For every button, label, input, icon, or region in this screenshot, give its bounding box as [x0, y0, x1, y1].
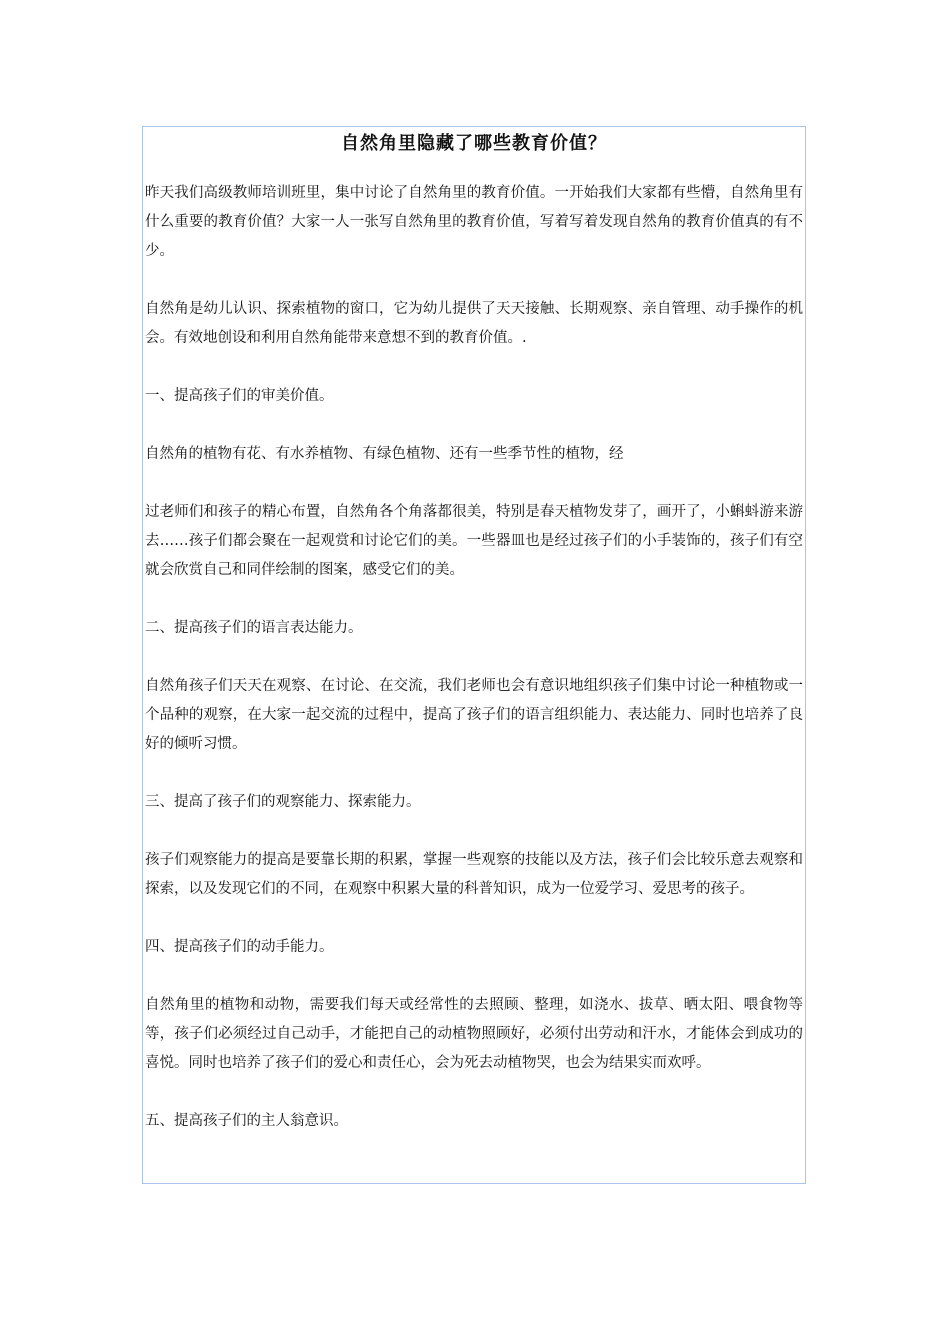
paragraph-language: 自然角孩子们天天在观察、在讨论、在交流，我们老师也会有意识地组织孩子们集中讨论一种植物或一个品种的观察，在大家一起交流的过程中，提高了孩子们的语言组织能力、表达能力、同时也培养了良好的倾听习惯。 [145, 678, 803, 752]
section-heading-ownership: 五、提高孩子们的主人翁意识。 [145, 1113, 348, 1129]
paragraph-hands-on: 自然角里的植物和动物，需要我们每天或经常性的去照顾、整理，如浇水、拔草、晒太阳、喂食物等等，孩子们必须经过自己动手，才能把自己的动植物照顾好，必须付出劳动和汗水，才能体会到成功的喜悦。同时也培养了孩子们的爱心和责任心，会为死去动植物哭，也会为结果实而欢呼。 [145, 997, 803, 1071]
document-frame [142, 126, 806, 1184]
document-body [145, 179, 803, 1136]
section-heading-language: 二、提高孩子们的语言表达能力。 [145, 620, 363, 636]
document-title: 自然角里隐藏了哪些教育价值？ [341, 133, 607, 154]
paragraph-observation: 孩子们观察能力的提高是要靠长期的积累，掌握一些观察的技能以及方法，孩子们会比较乐意去观察和探索，以及发现它们的不同，在观察中积累大量的科普知识，成为一位爱学习、爱思考的孩子。 [145, 852, 803, 897]
section-heading-observation: 三、提高了孩子们的观察能力、探索能力。 [145, 794, 421, 810]
paragraph-aesthetic-2: 过老师们和孩子的精心布置，自然角各个角落都很美，特别是春天植物发芽了，画开了，小蝌蚪游来游去……孩子们都会聚在一起观赏和讨论它们的美。一些器皿也是经过孩子们的小手装饰的，孩子们有空就会欣赏自己和同伴绘制的图案，感受它们的美。 [145, 504, 803, 578]
paragraph-intro: 昨天我们高级教师培训班里，集中讨论了自然角里的教育价值。一开始我们大家都有些懵，自然角里有什么重要的教育价值？大家一人一张写自然角里的教育价值，写着写着发现自然角的教育价值真的有不少。 [145, 185, 803, 259]
section-heading-aesthetic: 一、提高孩子们的审美价值。 [145, 388, 334, 404]
section-heading-hands-on: 四、提高孩子们的动手能力。 [145, 939, 334, 955]
paragraph-aesthetic-1: 自然角的植物有花、有水养植物、有绿色植物、还有一些季节性的植物，经 [145, 446, 624, 462]
paragraph-definition: 自然角是幼儿认识、探索植物的窗口，它为幼儿提供了天天接触、长期观察、亲自管理、动手操作的机会。有效地创设和利用自然角能带来意想不到的教育价值。. [145, 301, 803, 346]
